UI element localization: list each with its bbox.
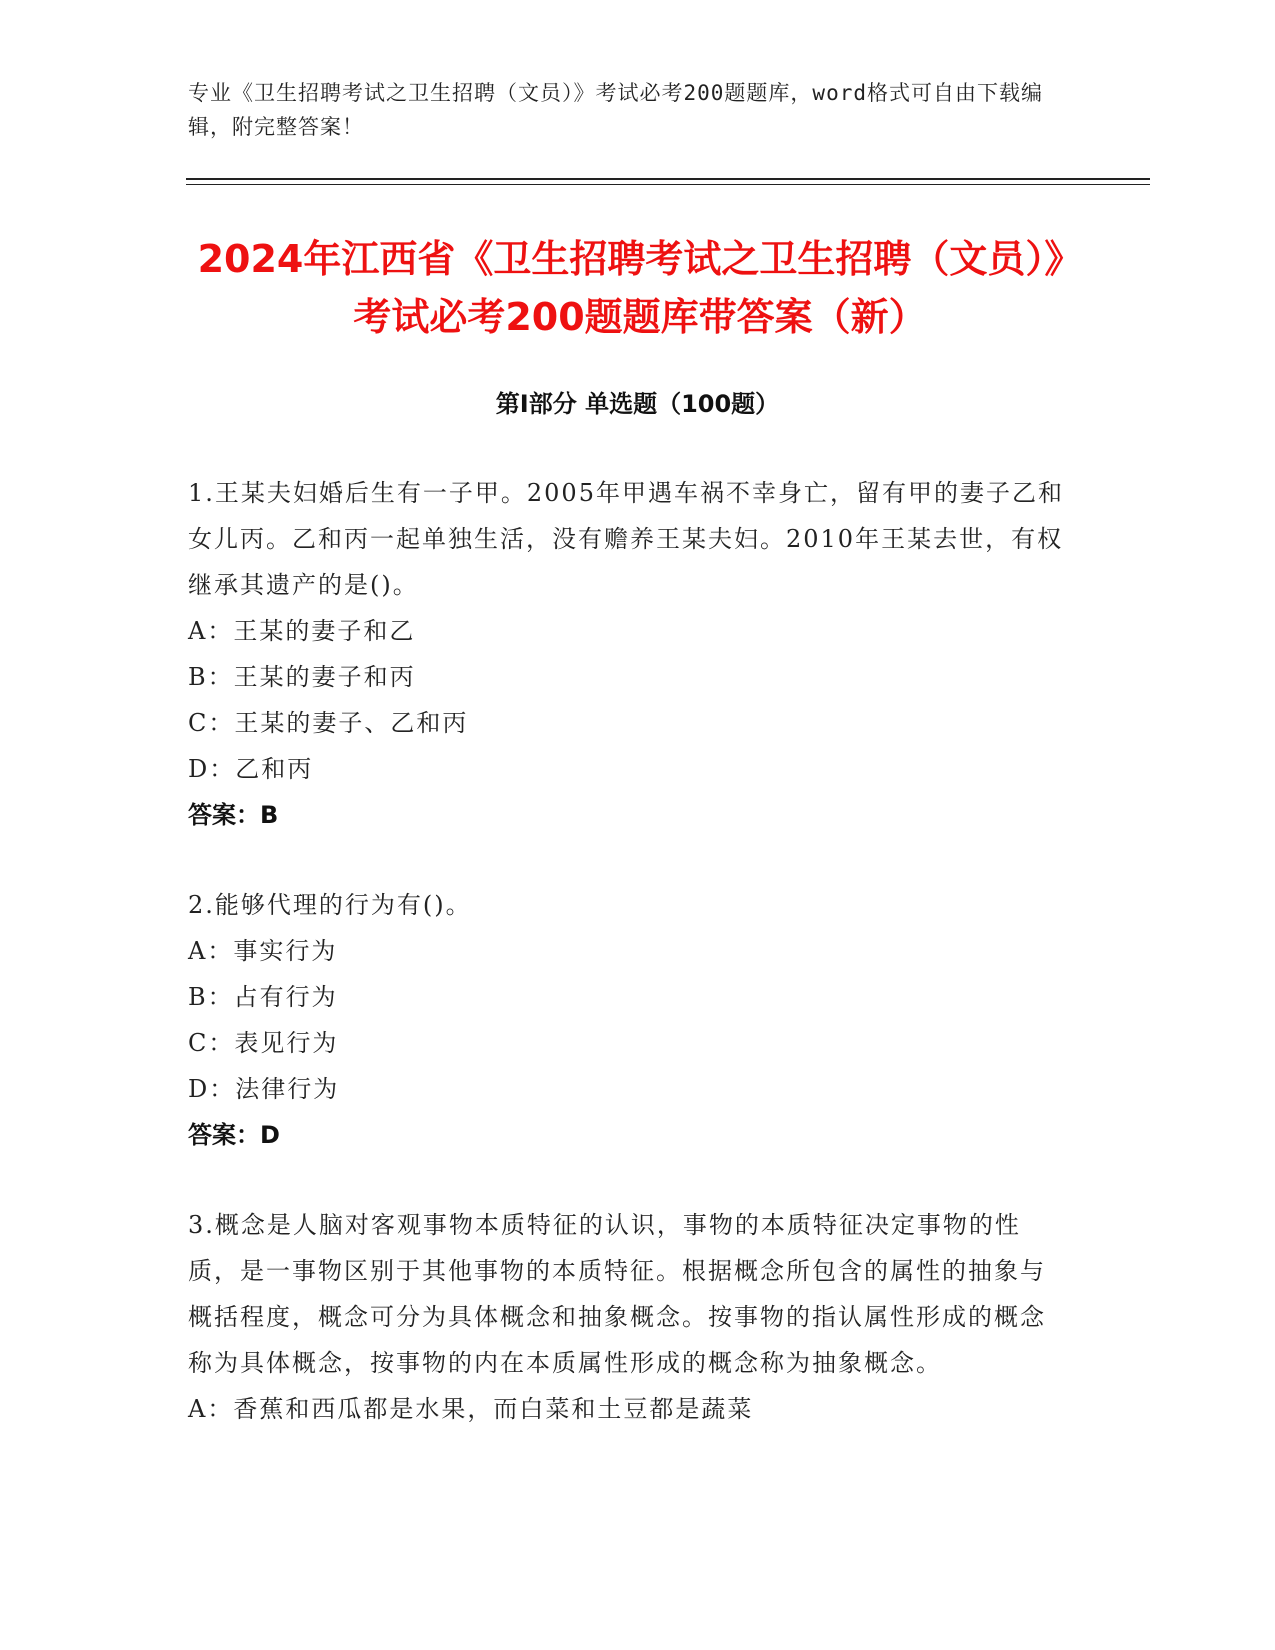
option-a: A：事实行为 [188, 937, 338, 965]
option-a: A：王某的妻子和乙 [188, 617, 416, 645]
section-heading: 第I部分 单选题（100题） [495, 390, 780, 418]
question-stem: 1.王某夫妇婚后生有一子甲。2005年甲遇车祸不幸身亡，留有甲的妻子乙和女儿丙。乙和丙一起单独生活，没有赡养王某夫妇。2010年王某去世，有权继承其遗产的是()。 [188, 479, 1064, 599]
option-d: D：乙和丙 [188, 755, 314, 783]
option-b: B：占有行为 [188, 983, 338, 1011]
answer-label: 答案：B [188, 801, 279, 829]
option-c: C：表见行为 [188, 1029, 339, 1057]
header-note: 专业《卫生招聘考试之卫生招聘（文员）》考试必考200题题库，word格式可自由下载编辑，附完整答案！ [188, 81, 1043, 139]
option-a: A：香蕉和西瓜都是水果，而白菜和土豆都是蔬菜 [188, 1395, 754, 1423]
document-title: 2024年江西省《卫生招聘考试之卫生招聘（文员）》考试必考200题题库带答案（新） [197, 237, 1083, 339]
question-2 [188, 882, 1068, 1158]
question-3 [188, 1202, 1068, 1432]
option-b: B：王某的妻子和丙 [188, 663, 416, 691]
question-stem: 3.概念是人脑对客观事物本质特征的认识，事物的本质特征决定事物的性质，是一事物区别于其他事物的本质特征。根据概念所包含的属性的抽象与概括程度，概念可分为具体概念和抽象概念。按事物的指认属性形成的概念称为具体概念，按事物的内在本质属性形成的概念称为抽象概念。 [188, 1211, 1046, 1377]
header-divider-thin [186, 184, 1150, 185]
header-divider-thick [186, 178, 1150, 180]
option-c: C：王某的妻子、乙和丙 [188, 709, 469, 737]
answer-label: 答案：D [188, 1121, 280, 1149]
question-list [188, 470, 1068, 1476]
question-1 [188, 470, 1068, 838]
option-d: D：法律行为 [188, 1075, 340, 1103]
question-stem: 2.能够代理的行为有()。 [188, 891, 472, 919]
